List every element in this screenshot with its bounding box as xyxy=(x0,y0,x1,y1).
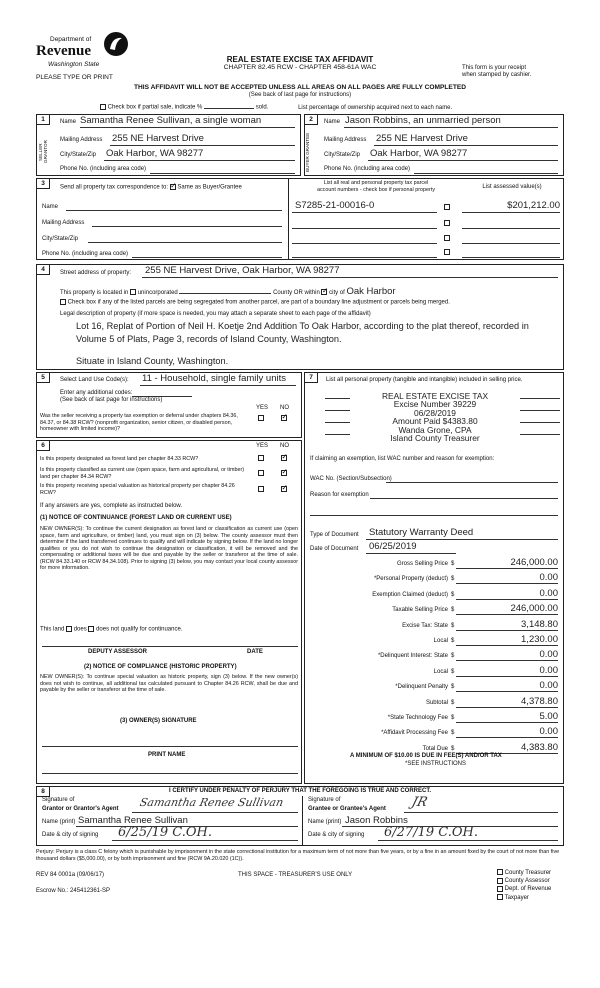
personal-property-checkbox-1[interactable] xyxy=(444,204,450,211)
seller-date-city[interactable]: 6/25/19 C.OH. xyxy=(118,825,212,840)
calc-line xyxy=(456,645,558,646)
buyer-address-label: Mailing Address xyxy=(324,137,367,143)
copy-taxpayer-checkbox[interactable] xyxy=(497,894,503,900)
certify-statement: I CERTIFY UNDER PENALTY OF PERJURY THAT THE FOREGOING IS TRUE AND CORRECT. xyxy=(168,788,432,794)
owner-signature-line xyxy=(42,746,298,747)
corr-city-line xyxy=(88,242,282,243)
parcel-header-line-1: List all real and personal property tax parcel xyxy=(323,180,429,186)
seller-city-line xyxy=(104,160,295,161)
print-name-label: PRINT NAME xyxy=(148,752,186,758)
seller-date-line xyxy=(112,840,298,841)
seller-name-label: Name xyxy=(60,119,77,125)
historic-no-checkbox[interactable] xyxy=(281,486,287,493)
date-label: DATE xyxy=(247,649,263,655)
calc-value[interactable]: 1,230.00 xyxy=(521,634,558,645)
corr-address-line xyxy=(92,226,282,227)
calc-label: *Delinquent Penalty xyxy=(395,684,448,691)
section-3-number: 3 xyxy=(36,178,50,189)
calc-label: Gross Selling Price xyxy=(396,561,448,567)
calc-label: *State Technology Fee xyxy=(387,715,448,721)
copy-assessor-checkbox[interactable] xyxy=(497,878,503,884)
buyer-date-label: Date & city of signing xyxy=(308,832,365,838)
seller-signature-of-label: Signature of xyxy=(42,797,75,803)
section-8-number: 8 xyxy=(36,786,50,797)
calc-label: Exemption Claimed (deduct) xyxy=(372,591,448,598)
seller-address-value[interactable]: 255 NE Harvest Drive xyxy=(112,133,204,144)
calc-line xyxy=(456,614,558,615)
assessed-line-4 xyxy=(462,257,560,258)
calc-line xyxy=(456,599,558,600)
current-use-question: Is this property classified as current use (open space, farm and agricultural, or timber) land per chapter 84.34 RCW? xyxy=(40,467,245,480)
buyer-city-value[interactable]: Oak Harbor, WA 98277 xyxy=(370,148,468,159)
copy-treasurer-checkbox[interactable] xyxy=(497,869,503,875)
does-label: does xyxy=(73,626,87,633)
minimum-fee-note: A MINIMUM OF $10.00 IS DUE IN FEE(S) AND/OR TAX xyxy=(350,753,502,759)
form-revision: REV 84 0001a (09/06/17) xyxy=(36,872,105,878)
calc-value[interactable]: 0.00 xyxy=(539,664,558,676)
seller-signature[interactable]: Samantha Renee Sullivan xyxy=(138,796,285,809)
calc-label: Subtotal xyxy=(425,699,448,706)
buyer-city-line xyxy=(368,160,558,161)
stamp-line-2: Excise Number 39229 xyxy=(393,399,477,410)
additional-codes-label: Enter any additional codes: xyxy=(60,390,133,396)
buyer-address-value[interactable]: 255 NE Harvest Drive xyxy=(376,133,468,144)
calc-line xyxy=(456,691,558,692)
calc-currency: $ xyxy=(451,684,455,691)
corr-name-label: Name xyxy=(42,204,59,210)
calc-label: Excise Tax: State xyxy=(402,622,448,629)
buyer-signature-of-label: Signature of xyxy=(308,797,341,803)
assessed-line-1 xyxy=(462,212,560,213)
receipt-note xyxy=(462,65,531,79)
personal-property-checkbox-3[interactable] xyxy=(444,235,450,242)
located-label: This property is located in xyxy=(60,290,129,296)
personal-property-checkbox-2[interactable] xyxy=(444,220,450,227)
copy-dept-revenue xyxy=(497,885,551,893)
partial-sale-label: Check box if partial sale, indicate % xyxy=(107,104,203,111)
document-date-line xyxy=(366,553,456,554)
calc-label: Local xyxy=(433,668,448,675)
stamp-line-4: Amount Paid $4383.80 xyxy=(392,416,478,427)
assessed-value[interactable]: $201,212.00 xyxy=(507,200,560,211)
parcel-line-3 xyxy=(292,243,437,244)
personal-property-label: List all personal property (tangible and intangible) included in selling price. xyxy=(326,377,523,383)
escrow-number: 245412361-SP xyxy=(70,888,111,894)
calc-label: Local xyxy=(433,638,448,644)
calc-line xyxy=(456,707,558,708)
buyer-signature[interactable]: JR xyxy=(409,795,430,810)
partial-sale-row xyxy=(100,104,452,111)
receipt-line-1: This form is your receipt xyxy=(462,65,527,71)
section-6-number: 6 xyxy=(36,440,50,451)
legal-description-line-3[interactable]: Situate in Island County, Washington. xyxy=(76,356,229,366)
exemption-question: Was the seller receiving a property tax exemption or deferral under chapters 84.36, 84.37, or 84.38 RCW? (nonprofit organization, senior citizen, or disabled person, homeowner with limited income)? xyxy=(40,413,238,432)
send-correspondence-label: Send all property tax correspondence to: xyxy=(60,184,169,191)
historic-question: Is this property receiving special valuation as historical property per chapter 84.26 RCW? xyxy=(40,483,235,496)
document-type-value[interactable]: Statutory Warranty Deed xyxy=(369,527,474,538)
calc-label: *Delinquent Interest: State xyxy=(377,653,448,660)
city-value[interactable]: Oak Harbor xyxy=(346,286,396,297)
buyer-print-name[interactable]: Jason Robbins xyxy=(345,815,408,826)
property-box xyxy=(36,264,564,370)
document-date-value[interactable]: 06/25/2019 xyxy=(369,541,417,552)
calc-label: Total Due xyxy=(422,745,448,752)
buyer-date-city[interactable]: 6/27/19 C.OH. xyxy=(384,825,478,840)
revenue-wordmark: Revenue xyxy=(36,43,91,59)
deputy-assessor-label: DEPUTY ASSESSOR xyxy=(88,649,148,655)
notice-continuance-header: (1) NOTICE OF CONTINUANCE (FOREST LAND OR CURRENT USE) xyxy=(40,515,232,521)
copy-treasurer-label: County Treasurer xyxy=(504,870,552,876)
parcel-header-line-2: account numbers - check box if personal property xyxy=(316,186,436,193)
seller-phone-line xyxy=(150,173,295,174)
calc-currency: $ xyxy=(451,561,455,567)
document-type-line xyxy=(366,539,558,540)
current-use-no-checkbox[interactable] xyxy=(281,470,287,477)
county-or-within-label: County OR within xyxy=(273,290,320,296)
copy-taxpayer xyxy=(497,894,551,902)
street-label: Street address of property: xyxy=(60,270,132,276)
correspondence-row xyxy=(60,184,242,191)
qualify-row xyxy=(40,626,182,633)
corr-city-label: City/State/Zip xyxy=(42,236,79,242)
wac-label: WAC No. (Section/Subsection) xyxy=(310,476,392,482)
copy-taxpayer-label: Taxpayer xyxy=(504,894,529,901)
calc-value[interactable]: 246,000.00 xyxy=(510,557,558,568)
seller-phone-label: Phone No. (including area code) xyxy=(60,166,147,172)
seller-side-label: SELLER GRANTOR xyxy=(38,140,48,164)
buyer-city-label: City/State/Zip xyxy=(324,152,361,158)
partial-percent-field[interactable] xyxy=(204,108,254,109)
document-type-label: Type of Document xyxy=(310,532,359,538)
additional-codes-note: (See back of last page for instructions) xyxy=(60,397,163,403)
buyer-side-label: BUYER GRANTEE xyxy=(305,132,310,172)
s5-no-header: NO xyxy=(280,405,289,411)
treasurer-stamp xyxy=(350,392,520,442)
see-back-text: (See back of last page for instructions) xyxy=(248,92,352,98)
reason-line-1 xyxy=(370,498,558,499)
s6-yes-header: YES xyxy=(256,443,269,449)
assessed-line-3 xyxy=(462,243,560,244)
buyer-print-name-label: Name (print) xyxy=(308,819,342,825)
calc-label: *Personal Property (deduct) xyxy=(373,576,448,583)
seller-signature-line xyxy=(132,812,298,813)
segregate-checkbox[interactable] xyxy=(60,299,66,305)
seller-address-line xyxy=(110,145,295,146)
forest-land-question: Is this property designated as forest land per chapter 84.33 RCW? xyxy=(40,456,199,462)
form-title: REAL ESTATE EXCISE TAX AFFIDAVIT xyxy=(226,55,374,64)
calc-value[interactable]: 0.00 xyxy=(539,726,558,738)
section-1-number: 1 xyxy=(36,114,50,125)
calc-currency: $ xyxy=(451,715,455,721)
seller-city-label: City/State/Zip xyxy=(60,152,97,158)
calc-value[interactable]: 4,383.80 xyxy=(521,741,558,753)
legal-description-line-2[interactable]: Volume 5 of Plats, Page 3, records of Island County, Washington. xyxy=(76,334,342,344)
personal-property-checkbox-4[interactable] xyxy=(444,249,450,256)
land-use-line xyxy=(140,385,296,386)
buyer-date-line xyxy=(378,840,558,841)
copy-dor-label: Dept. of Revenue xyxy=(504,886,552,893)
seller-print-name-label: Name (print) xyxy=(42,819,76,825)
does-qualify-checkbox[interactable] xyxy=(66,626,72,632)
city-of-checkbox[interactable] xyxy=(321,289,327,295)
calc-currency: $ xyxy=(451,607,455,614)
street-line xyxy=(142,277,558,278)
form-chapter: CHAPTER 82.45 RCW - CHAPTER 458-61A WAC xyxy=(223,64,377,71)
calc-line xyxy=(456,583,558,584)
corr-phone-label: Phone No. (including area code) xyxy=(42,251,129,257)
same-as-buyer-label: Same as Buyer/Grantee xyxy=(177,184,242,191)
exemption-yes-checkbox[interactable] xyxy=(258,415,264,422)
calc-value[interactable]: 0.00 xyxy=(539,587,558,599)
buyer-phone-line xyxy=(414,173,558,174)
calc-currency: $ xyxy=(451,622,455,629)
parcel-list-header xyxy=(292,180,460,193)
seller-print-name[interactable]: Samantha Renee Sullivan xyxy=(78,815,188,826)
calc-value[interactable]: 246,000.00 xyxy=(510,603,558,615)
exemption-reason-label: Reason for exemption xyxy=(310,492,369,498)
section-4-number: 4 xyxy=(36,264,50,275)
exemption-claim-label: If claiming an exemption, list WAC number and reason for exemption: xyxy=(310,456,495,462)
unincorporated-label: unincorporated xyxy=(137,290,178,296)
historic-yes-checkbox[interactable] xyxy=(258,486,264,493)
s5-yes-header: YES xyxy=(256,405,269,411)
document-date-label: Date of Document xyxy=(310,546,359,552)
calc-value[interactable]: 0.00 xyxy=(539,680,558,692)
ownership-note: List percentage of ownership acquired next to each name. xyxy=(298,104,453,111)
stamp-line-3: 06/28/2019 xyxy=(414,407,456,418)
location-row xyxy=(60,286,396,297)
buyer-name-line xyxy=(344,127,558,128)
calc-label: Taxable Selling Price xyxy=(392,607,448,614)
calc-line xyxy=(456,568,558,569)
current-use-yes-checkbox[interactable] xyxy=(258,470,264,477)
corr-phone-line xyxy=(132,257,282,258)
owner-signature-label: (3) OWNER(S) SIGNATURE xyxy=(120,718,197,724)
forest-no-checkbox[interactable] xyxy=(281,455,287,462)
calc-line xyxy=(456,676,558,677)
dor-logo xyxy=(36,30,136,74)
assessed-line-2 xyxy=(462,228,560,229)
calc-line xyxy=(456,630,558,631)
dor-logo-icon xyxy=(103,31,129,57)
calc-currency: $ xyxy=(451,699,455,706)
corr-name-line xyxy=(66,210,282,211)
land-use-label: Select Land Use Code(s): xyxy=(60,377,129,383)
section-5-number: 5 xyxy=(36,372,50,383)
unincorporated-checkbox[interactable] xyxy=(130,289,136,295)
copy-county-treasurer xyxy=(497,869,551,877)
grantor-agent-label: Grantor or Grantor's Agent xyxy=(42,806,119,812)
grantee-agent-label: Grantee or Grantee's Agent xyxy=(308,806,386,812)
legal-description-label: Legal description of property (if more space is needed, you may attach a separate sheet to each page of the affidavit) xyxy=(60,311,371,317)
calc-currency: $ xyxy=(451,730,455,737)
parcel-line-2 xyxy=(292,228,437,229)
calc-value[interactable]: 5.00 xyxy=(539,711,558,722)
deputy-assessor-line xyxy=(42,646,298,647)
s6-no-header: NO xyxy=(280,443,289,449)
notice-compliance-text: NEW OWNER(S): To continue special valuation as historic property, sign (3) below. If the new owner(s) does not wish to continue, all additional tax calculated pursuant to Chapter 84.26 RCW, shall be due and payable by the seller or transferor at the time of sale. xyxy=(40,674,298,693)
calc-currency: $ xyxy=(451,745,455,752)
stamp-line-5: Wanda Grone, CPA xyxy=(398,424,472,435)
segregate-row xyxy=(60,299,450,306)
sig-divider xyxy=(302,796,303,846)
partial-sale-checkbox[interactable] xyxy=(100,104,106,110)
calc-value[interactable]: 4,378.80 xyxy=(521,695,558,707)
calc-line xyxy=(456,722,558,723)
street-value[interactable]: 255 NE Harvest Drive, Oak Harbor, WA 98277 xyxy=(145,265,340,276)
seller-address-label: Mailing Address xyxy=(60,137,103,143)
same-as-buyer-checkbox[interactable] xyxy=(170,184,176,190)
seller-city-value[interactable]: Oak Harbor, WA 98277 xyxy=(106,148,204,159)
copy-county-assessor xyxy=(497,877,551,885)
calc-value[interactable]: 0.00 xyxy=(539,649,558,661)
notice-compliance-header: (2) NOTICE OF COMPLIANCE (HISTORIC PROPERTY) xyxy=(84,664,237,670)
city-of-label: city of xyxy=(329,290,345,296)
county-field[interactable] xyxy=(179,293,271,294)
buyer-name-label: Name xyxy=(324,119,341,125)
stamp-line-1: REAL ESTATE EXCISE TAX xyxy=(381,391,489,401)
calc-currency: $ xyxy=(451,638,455,644)
partial-sold-label: sold. xyxy=(255,104,269,111)
parcel-number-value[interactable]: S7285-21-00016-0 xyxy=(295,200,375,211)
legal-description-line-1[interactable]: Lot 16, Replat of Portion of Neil H. Koetje 2nd Addition To Oak Harbor, according to the plat thereof, recorded in xyxy=(76,321,529,331)
dept-of-text: Department of xyxy=(50,36,92,43)
warning-text: THIS AFFIDAVIT WILL NOT BE ACCEPTED UNLESS ALL AREAS ON ALL PAGES ARE FULLY COMPLETED xyxy=(133,84,467,91)
assessed-value-header: List assessed value(s) xyxy=(482,184,542,190)
print-name-line xyxy=(42,773,298,774)
land-use-value[interactable]: 11 - Household, single family units xyxy=(142,373,286,384)
buyer-phone-label: Phone No. (including area code) xyxy=(324,166,411,172)
calc-label: *Affidavit Processing Fee xyxy=(381,730,448,737)
stamp-line-6: Island County Treasurer xyxy=(390,433,480,444)
calc-currency: $ xyxy=(451,576,455,583)
perjury-statement: Perjury: Perjury is a class C felony which is punishable by imprisonment in the state correctional institution for a maximum term of not more than five years, or by a fine in an amount fixed by the court of not more than five thousand dollars ($5,000.00), or by both imprisonment and fine (RCW 9A.20.020 (1C)). xyxy=(36,849,560,862)
section-2-number: 2 xyxy=(304,114,318,125)
seller-name-line xyxy=(80,127,295,128)
parcel-divider xyxy=(288,178,289,260)
section-7-number: 7 xyxy=(304,372,318,383)
buyer-signature-line xyxy=(404,812,558,813)
does-not-qualify-label: does not qualify for continuance. xyxy=(96,626,183,633)
escrow-row xyxy=(36,888,110,894)
calc-currency: $ xyxy=(451,591,455,598)
calc-line xyxy=(456,660,558,661)
exemption-no-checkbox[interactable] xyxy=(281,415,287,422)
notice-continuance-text: NEW OWNER(S): To continue the current designation as forest land or classification as current use (open space, farm and agriculture, or timber) land, you must sign on (3) below. The county assessor must then determine if the land transferred continues to qualify and will indicate by signing below. If the land no longer qualifies or you do not wish to continue the designation or classification, it will be removed and the compensating or additional taxes will be due and payable by the seller or transferor at the time of sale. (RCW 84.33.140 or RCW 84.34.108). Prior to signing (3) below, you may contact your local county assessor for more information. xyxy=(40,526,298,571)
copy-distribution xyxy=(497,869,551,902)
seller-date-label: Date & city of signing xyxy=(42,832,99,838)
this-land-label: This land xyxy=(40,626,65,633)
escrow-label: Escrow No.: xyxy=(36,888,69,894)
parcel-line-4 xyxy=(292,257,437,258)
calc-line xyxy=(456,737,558,738)
treasurer-use-only: THIS SPACE - TREASURER'S USE ONLY xyxy=(238,872,353,878)
print-note: PLEASE TYPE OR PRINT xyxy=(36,74,113,81)
calc-value[interactable]: 0.00 xyxy=(539,572,558,584)
reason-line-2 xyxy=(310,515,558,516)
calc-currency: $ xyxy=(451,668,455,675)
see-instructions-note: *SEE INSTRUCTIONS xyxy=(405,761,467,767)
corr-address-label: Mailing Address xyxy=(42,220,85,226)
seller-name-value[interactable]: Samantha Renee Sullivan, a single woman xyxy=(80,115,262,126)
buyer-name-value[interactable]: Jason Robbins, an unmarried person xyxy=(345,115,501,126)
buyer-address-line xyxy=(374,145,558,146)
wac-line xyxy=(386,482,558,483)
calc-currency: $ xyxy=(451,653,455,660)
receipt-line-2: when stamped by cashier. xyxy=(462,72,532,78)
washington-state-text: Washington State xyxy=(48,61,100,68)
if-yes-note: If any answers are yes, complete as instructed below. xyxy=(40,503,183,509)
calc-value[interactable]: 3,148.80 xyxy=(521,618,558,630)
forest-yes-checkbox[interactable] xyxy=(258,455,264,462)
copy-assessor-label: County Assessor xyxy=(504,878,550,885)
segregate-label: Check box if any of the listed parcels are being segregated from another parcel, are part of a boundary line adjustment or parcels being merged. xyxy=(67,299,450,306)
copy-dor-checkbox[interactable] xyxy=(497,886,503,892)
does-not-qualify-checkbox[interactable] xyxy=(88,626,94,632)
parcel-line-1 xyxy=(292,212,437,213)
